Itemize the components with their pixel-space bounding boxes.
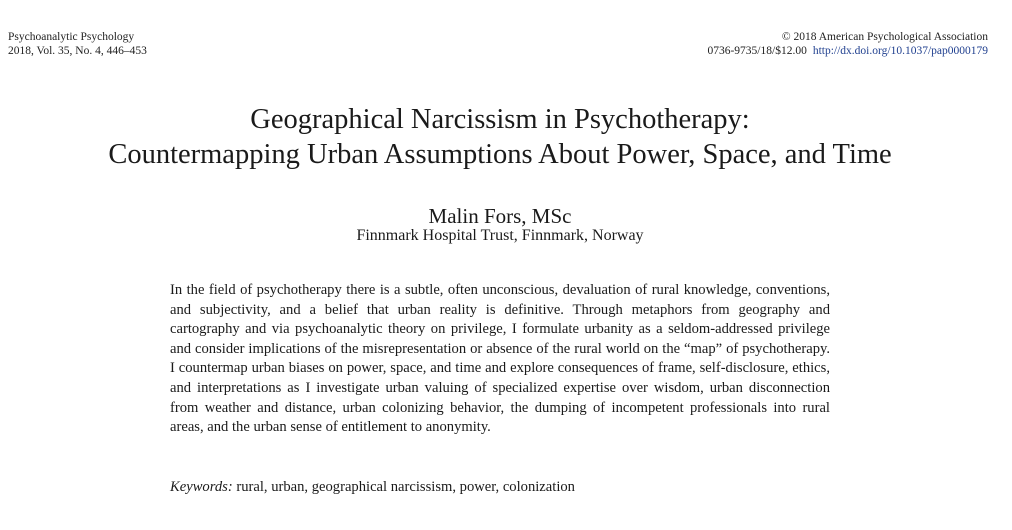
copyright-line: © 2018 American Psychological Association (781, 31, 988, 43)
title-line-1: Geographical Narcissism in Psychotherapy: (250, 104, 750, 135)
journal-header (8, 30, 147, 58)
article-title (0, 102, 1000, 172)
author-name: Malin Fors, MSc (428, 204, 572, 228)
keywords-label: Keywords: (170, 479, 233, 495)
journal-citation: 2018, Vol. 35, No. 4, 446–453 (8, 45, 147, 57)
doi-link[interactable]: http://dx.doi.org/10.1037/pap0000179 (812, 45, 988, 57)
journal-name: Psychoanalytic Psychology (8, 31, 135, 43)
title-line-2: Countermapping Urban Assumptions About Power, Space, and Time (108, 139, 892, 170)
issn-price: 0736-9735/18/$12.00 (707, 45, 807, 57)
keywords (170, 478, 830, 498)
abstract: In the field of psychotherapy there is a subtle, often unconscious, devaluation of rural knowledge, conventions, and subjectivity, and a belief that urban reality is definitive. Through metaphors from geography and cartography and via psychoanalytic theory on privilege, I formulate urbanity as a seldom-addressed privilege and consider implications of the misrepresentation or absence of the rural world on the “map” of psychotherapy. I countermap urban biases on power, space, and time and explore consequences of frame, self-disclosure, ethics, and interpretations as I investigate urban valuing of specialized expertise over wisdom, urban disconnection from weather and distance, urban colonizing behavior, the dumping of incompetent professionals into rural areas, and the urban sense of entitlement to anonymity. (170, 282, 830, 436)
author-affiliation: Finnmark Hospital Trust, Finnmark, Norway (356, 227, 644, 244)
issn-doi-line (707, 44, 988, 58)
publisher-header (707, 30, 988, 58)
keywords-text: rural, urban, geographical narcissism, power, colonization (236, 479, 575, 495)
